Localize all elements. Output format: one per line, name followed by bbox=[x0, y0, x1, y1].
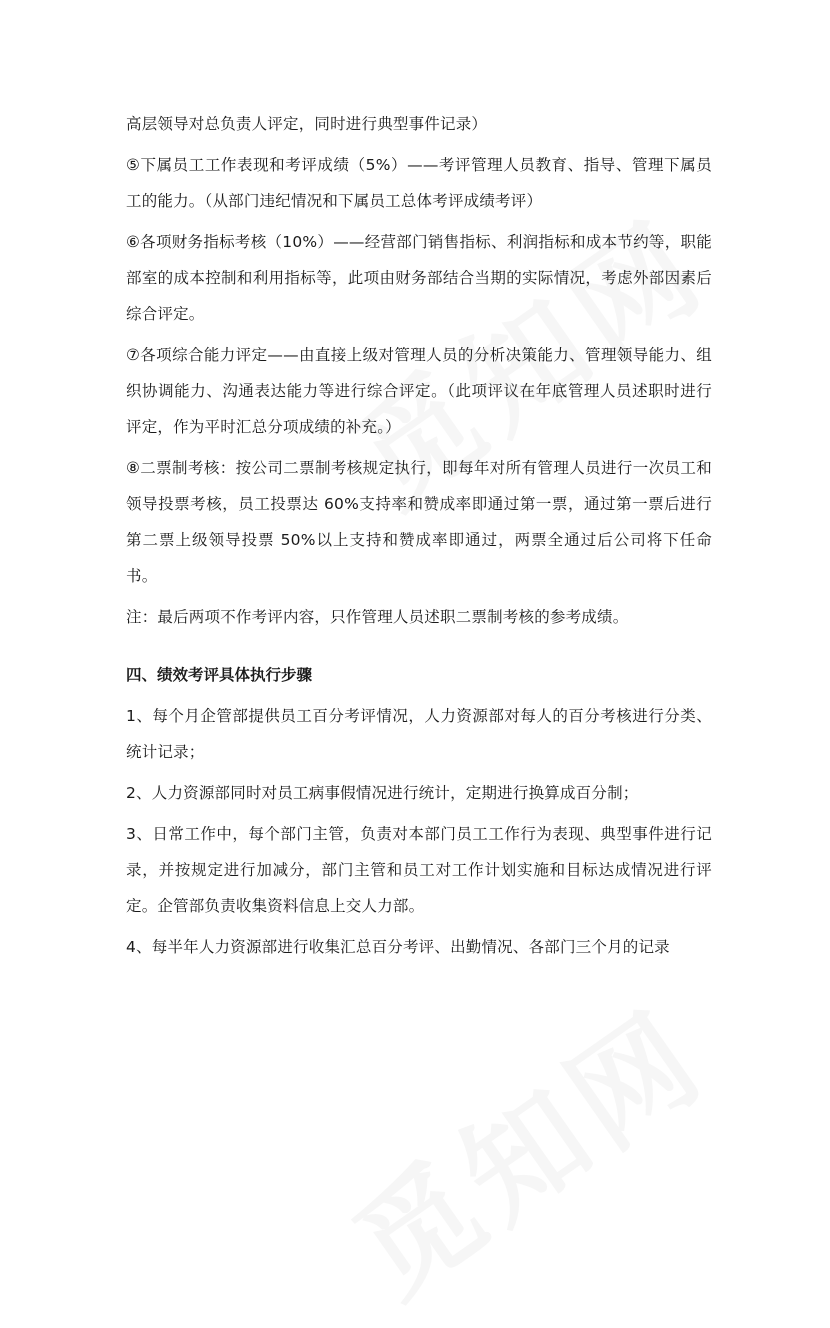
paragraph-two-vote-assessment: ⑧二票制考核：按公司二票制考核规定执行，即每年对所有管理人员进行一次员工和领导投票考核，员工投票达 60%支持率和赞成率即通过第一票，通过第一票后进行第二票上级领导投票 50%以上支持和赞成率即通过，两票全通过后公司将下任命书。 bbox=[126, 459, 712, 585]
paragraph-subordinate-performance: ⑤下属员工工作表现和考评成绩（5%）——考评管理人员教育、指导、管理下属员工的能力。（从部门违纪情况和下属员工总体考评成绩考评） bbox=[126, 156, 712, 210]
document-body bbox=[126, 106, 712, 970]
step-4: 4、每半年人力资源部进行收集汇总百分考评、出勤情况、各部门三个月的记录 bbox=[126, 938, 670, 956]
watermark bbox=[316, 964, 734, 1328]
paragraph-leader-evaluation: 高层领导对总负责人评定，同时进行典型事件记录） bbox=[126, 115, 488, 133]
step-3: 3、日常工作中，每个部门主管，负责对本部门员工工作行为表现、典型事件进行记录，并按规定进行加减分，部门主管和员工对工作计划实施和目标达成情况进行评定。企管部负责收集资料信息上交人力部。 bbox=[126, 825, 712, 915]
section-heading: 四、绩效考评具体执行步骤 bbox=[126, 666, 313, 684]
step-2: 2、人力资源部同时对员工病事假情况进行统计，定期进行换算成百分制； bbox=[126, 784, 639, 802]
paragraph-note: 注：最后两项不作考评内容，只作管理人员述职二票制考核的参考成绩。 bbox=[126, 608, 629, 626]
paragraph-financial-indicators: ⑥各项财务指标考核（10%）——经营部门销售指标、利润指标和成本节约等，职能部室的成本控制和利用指标等，此项由财务部结合当期的实际情况，考虑外部因素后综合评定。 bbox=[126, 233, 712, 323]
paragraph-comprehensive-ability: ⑦各项综合能力评定——由直接上级对管理人员的分析决策能力、管理领导能力、组织协调能力、沟通表达能力等进行综合评定。（此项评议在年底管理人员述职时进行评定，作为平时汇总分项成绩的补充。） bbox=[126, 346, 712, 436]
step-1: 1、每个月企管部提供员工百分考评情况，人力资源部对每人的百分考核进行分类、统计记录； bbox=[126, 707, 712, 761]
